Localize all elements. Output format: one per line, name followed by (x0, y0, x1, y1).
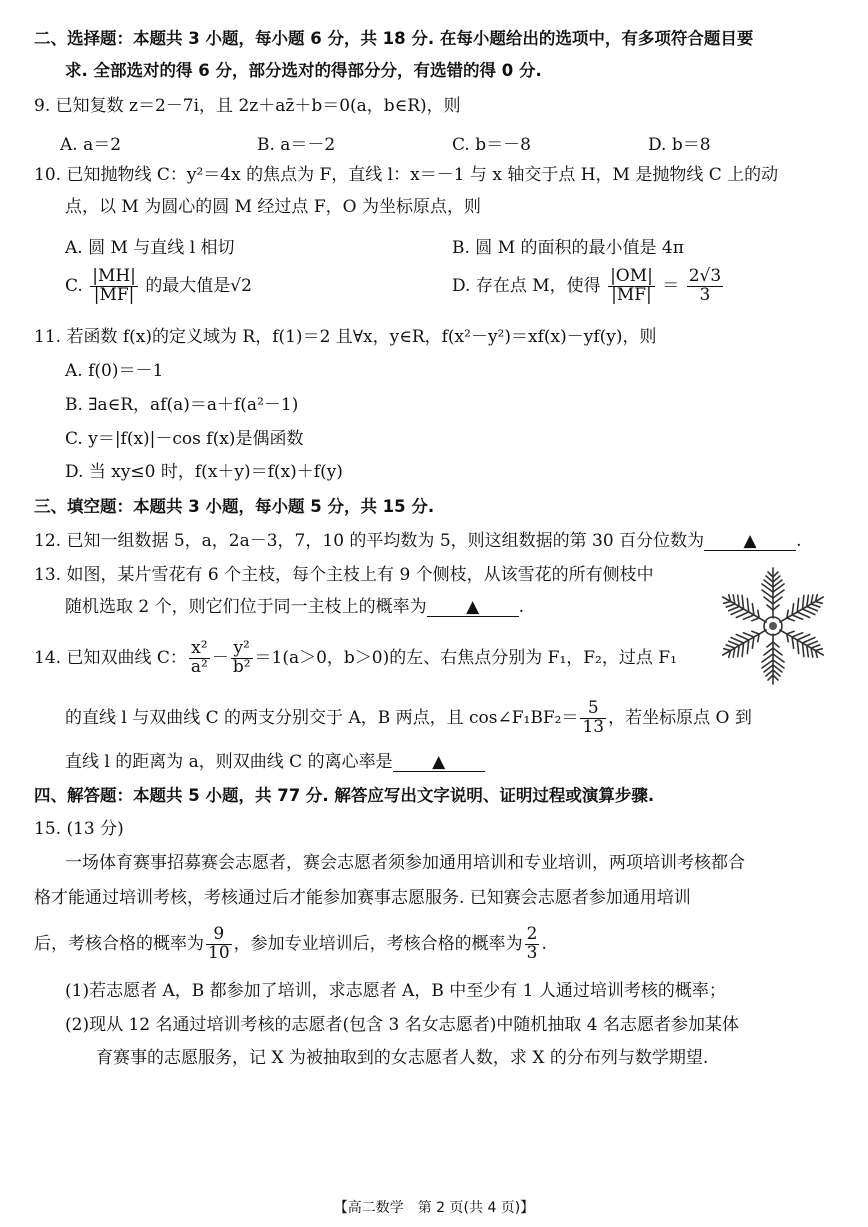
q14-x-num: x² (189, 640, 210, 659)
q10-option-c-label: C. (65, 275, 83, 296)
q9-option-c: C. b＝－8 (452, 135, 531, 155)
q14-cos-fraction (580, 700, 606, 737)
q11-option-a: A. f(0)＝－1 (65, 361, 164, 381)
q12-end: . (796, 531, 802, 551)
section-4-header: 四、解答题：本题共 5 小题，共 77 分. 解答应写出文字说明、证明过程或演算步骤. (34, 786, 655, 805)
section-2-header-line2: 求. 全部选对的得 6 分，部分选对的得部分分，有选错的得 0 分. (65, 61, 542, 80)
q15-f1-den: 10 (208, 942, 230, 963)
section-3-header: 三、填空题：本题共 3 小题，每小题 5 分，共 15 分. (34, 497, 435, 516)
q10-stem-line1: 10. 已知抛物线 C：y²＝4x 的焦点为 F，直线 l：x＝－1 与 x 轴交于点 H，M 是抛物线 C 上的动 (34, 165, 779, 185)
q14-answer-blank: ▲ (393, 754, 485, 772)
q11-option-d: D. 当 xy≤0 时，f(x＋y)＝f(x)＋f(y) (65, 462, 343, 482)
page-footer: 【高二数学 第 2 页(共 4 页)】 (333, 1200, 535, 1216)
q10-option-b: B. 圆 M 的面积的最小值是 4π (452, 238, 684, 258)
q11-option-c: C. y＝|f(x)|－cos f(x)是偶函数 (65, 429, 304, 449)
q14-cos-num: 5 (580, 700, 606, 719)
q15-subquestion-1: (1)若志愿者 A，B 都参加了培训，求志愿者 A，B 中至少有 1 人通过培训考核的概率； (65, 981, 726, 1001)
q15-subquestion-2-line1: (2)现从 12 名通过培训考核的志愿者(包含 3 名女志愿者)中随机抽取 4 名志愿者参加某体 (65, 1015, 740, 1035)
q14-y-fraction (231, 640, 253, 677)
q10-option-c-fraction (90, 268, 138, 305)
q13-answer-blank: ▲ (427, 599, 519, 617)
q10-stem-line2: 点，以 M 为圆心的圆 M 经过点 F，O 为坐标原点，则 (65, 197, 481, 217)
q9-stem: 9. 已知复数 z＝2－7i，且 2z＋az̄＋b＝0(a，b∈R)，则 (34, 96, 461, 116)
q10-option-d (452, 268, 725, 305)
q10-option-d-fraction2 (687, 268, 723, 305)
q14-x-fraction (189, 640, 210, 677)
q12-answer-blank: ▲ (704, 533, 796, 551)
q14-stem-end: ＝1(a＞0，b＞0)的左、右焦点分别为 F₁，F₂，过点 F₁ (254, 647, 677, 668)
q9-option-a: A. a＝2 (60, 135, 122, 155)
q14-line1 (34, 640, 677, 677)
q14-line2 (65, 700, 752, 737)
q14-cos-den: 13 (582, 716, 605, 737)
q14-line2-end: ，若坐标原点 O 到 (608, 707, 752, 728)
q14-line3-text: 直线 l 的距离为 a，则双曲线 C 的离心率是 (65, 752, 393, 772)
q15-f2-den: 3 (526, 942, 538, 963)
snowflake-figure (718, 564, 828, 688)
q15-line3-end: . (541, 933, 547, 954)
q13-stem-line1: 13. 如图，某片雪花有 6 个主枝，每个主枝上有 9 个侧枝，从该雪花的所有侧枝中 (34, 565, 654, 585)
q12-line (34, 532, 801, 552)
q12-stem: 12. 已知一组数据 5，a，2a－3，7，10 的平均数为 5，则这组数据的第 30 百分位数为 (34, 531, 705, 551)
q10-d-numerator2: 2√3 (688, 266, 722, 286)
section-2-header-line1: 二、选择题：本题共 3 小题，每小题 6 分，共 18 分. 在每小题给出的选项中，有多项符合题目要 (34, 29, 754, 48)
q15-paragraph-line2: 格才能通过培训考核，考核通过后才能参加赛事志愿服务. 已知赛会志愿者参加通用培训 (34, 888, 691, 908)
q9-option-b: B. a＝－2 (257, 135, 336, 155)
q14-line3 (65, 753, 485, 773)
q15-line3-start: 后，考核合格的概率为 (34, 933, 204, 954)
q10-d-numerator: |OM| (610, 266, 653, 286)
q15-number: 15. (13 分) (34, 819, 124, 839)
q15-subquestion-2-line2: 育赛事的志愿服务，记 X 为被抽取到的女志愿者人数，求 X 的分布列与数学期望. (96, 1048, 709, 1068)
q10-c-denominator: |MF| (93, 284, 135, 305)
q15-paragraph-line1: 一场体育赛事招募赛会志愿者，赛会志愿者须参加通用培训和专业培训，两项培训考核都合 (65, 853, 745, 873)
q14-minus: － (211, 647, 229, 668)
q14-x-den: a² (190, 656, 208, 677)
q11-stem: 11. 若函数 f(x)的定义域为 R，f(1)＝2 且∀x，y∈R，f(x²－y²)＝xf(x)－yf(y)，则 (34, 327, 657, 347)
q10-option-d-text: D. 存在点 M，使得 (452, 275, 601, 296)
q15-fraction-general (206, 926, 232, 963)
q13-stem-line2 (65, 598, 524, 618)
q11-option-b: B. ∃a∈R，af(a)＝a＋f(a²－1) (65, 395, 299, 415)
q10-d-denominator2: 3 (699, 284, 711, 305)
q14-y-den: b² (232, 656, 251, 677)
q10-option-c (65, 268, 252, 305)
q10-option-c-text: 的最大值是√2 (145, 275, 252, 296)
q13-stem-text: 随机选取 2 个，则它们位于同一主枝上的概率为 (65, 597, 427, 617)
q10-d-equals: ＝ (662, 275, 680, 296)
q10-option-a: A. 圆 M 与直线 l 相切 (65, 238, 235, 258)
q15-paragraph-line3 (34, 926, 547, 963)
q9-option-d: D. b＝8 (648, 135, 711, 155)
q15-line3-mid: ，参加专业培训后，考核合格的概率为 (233, 933, 523, 954)
q15-f2-num: 2 (526, 924, 538, 944)
q15-fraction-special (525, 926, 540, 963)
q10-d-denominator: |MF| (611, 284, 652, 305)
q13-end: . (518, 597, 525, 617)
q15-f1-num: 9 (206, 926, 232, 945)
q14-stem-start: 14. 已知双曲线 C： (34, 647, 187, 668)
q14-y-num: y² (231, 640, 253, 659)
q14-line2-text: 的直线 l 与双曲线 C 的两支分别交于 A，B 两点，且 cos∠F₁BF₂＝ (65, 707, 579, 728)
q10-c-numerator: |MH| (92, 266, 136, 286)
q10-option-d-fraction (608, 268, 655, 305)
